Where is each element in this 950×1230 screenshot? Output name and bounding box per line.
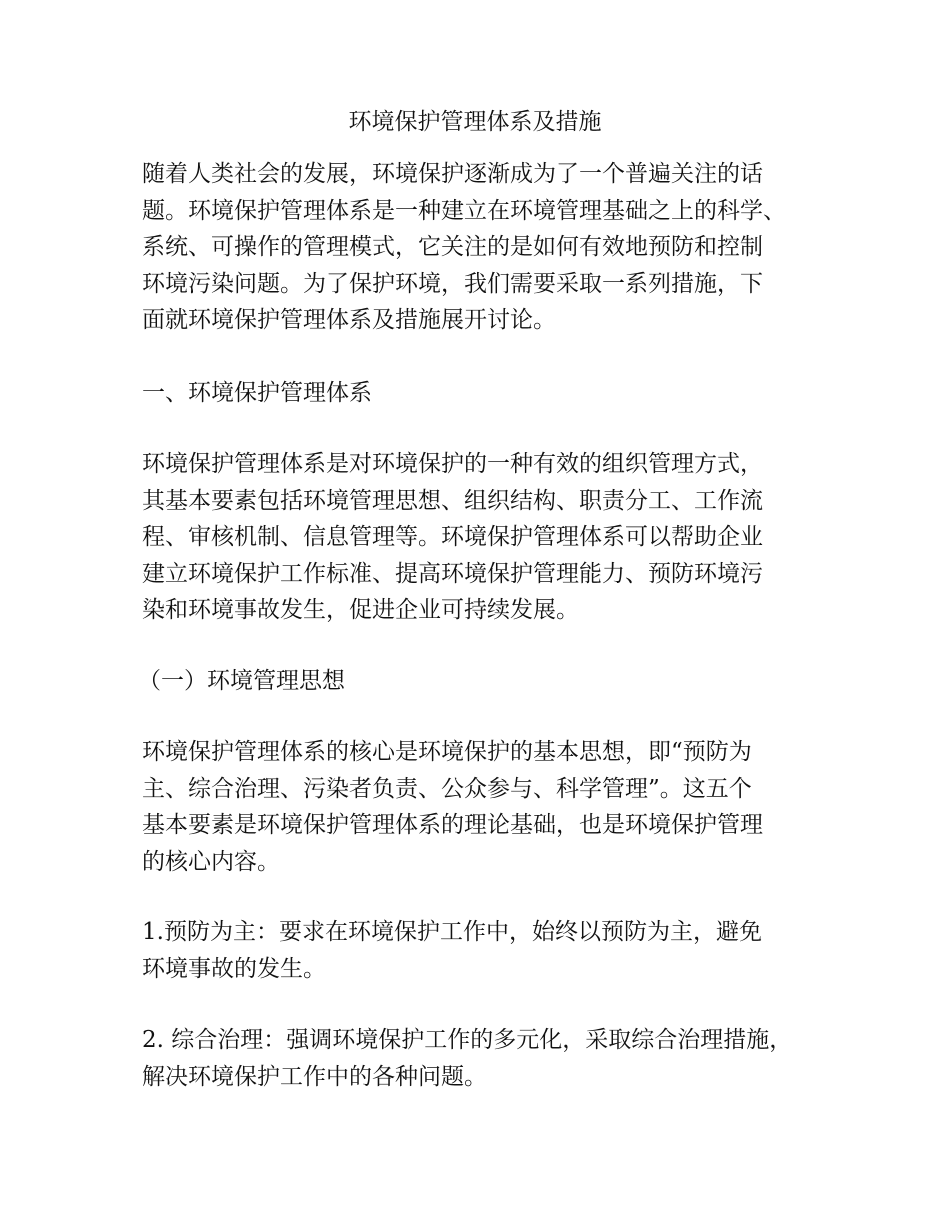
document-title: 环境保护管理体系及措施 <box>348 109 602 135</box>
paragraph-line: 环境污染问题。为了保护环境，我们需要采取一系列措施，下 <box>142 270 763 297</box>
paragraph-line: 环境事故的发生。 <box>142 955 326 982</box>
paragraph-line: 环境保护管理体系的核心是环境保护的基本思想，即“预防为 <box>142 739 752 765</box>
paragraph-line: 系统、可操作的管理模式，它关注的是如何有效地预防和控制 <box>142 234 763 260</box>
paragraph-line: 面就环境保护管理体系及措施展开讨论。 <box>142 307 556 333</box>
intro-paragraph <box>142 156 786 339</box>
paragraph-line: 环境保护管理体系是对环境保护的一种有效的组织管理方式， <box>142 451 763 477</box>
paragraph-line: 其基本要素包括环境管理思想、组织结构、职责分工、工作流 <box>142 487 763 514</box>
paragraph-line: 解决环境保护工作中的各种问题。 <box>142 1063 487 1090</box>
paragraph-line: 随着人类社会的发展，环境保护逐渐成为了一个普遍关注的话 <box>142 161 763 187</box>
paragraph-line: 主、综合治理、污染者负责、公众参与、科学管理”。这五个 <box>142 775 752 802</box>
list-item <box>142 1022 792 1095</box>
paragraph-line: 的核心内容。 <box>142 848 280 875</box>
list-item <box>142 914 762 987</box>
paragraph-line: 基本要素是环境保护管理体系的理论基础，也是环境保护管理 <box>142 812 763 838</box>
subsection-paragraph <box>142 734 763 880</box>
paragraph-line: 建立环境保护工作标准、提高环境保护管理能力、预防环境污 <box>142 560 763 587</box>
paragraph-line: 2. 综合治理：强调环境保护工作的多元化，采取综合治理措施， <box>142 1027 793 1053</box>
paragraph-line: 染和环境事故发生，促进企业可持续发展。 <box>142 597 579 623</box>
paragraph-line: 程、审核机制、信息管理等。环境保护管理体系可以帮助企业 <box>142 524 763 550</box>
paragraph-line: 题。环境保护管理体系是一种建立在环境管理基础之上的科学、 <box>142 197 786 224</box>
section-heading: 一、环境保护管理体系 <box>142 380 372 406</box>
subsection-heading: （一）环境管理思想 <box>138 668 345 694</box>
paragraph-line: 1.预防为主：要求在环境保护工作中，始终以预防为主，避免 <box>142 919 762 945</box>
section-paragraph <box>142 446 763 629</box>
